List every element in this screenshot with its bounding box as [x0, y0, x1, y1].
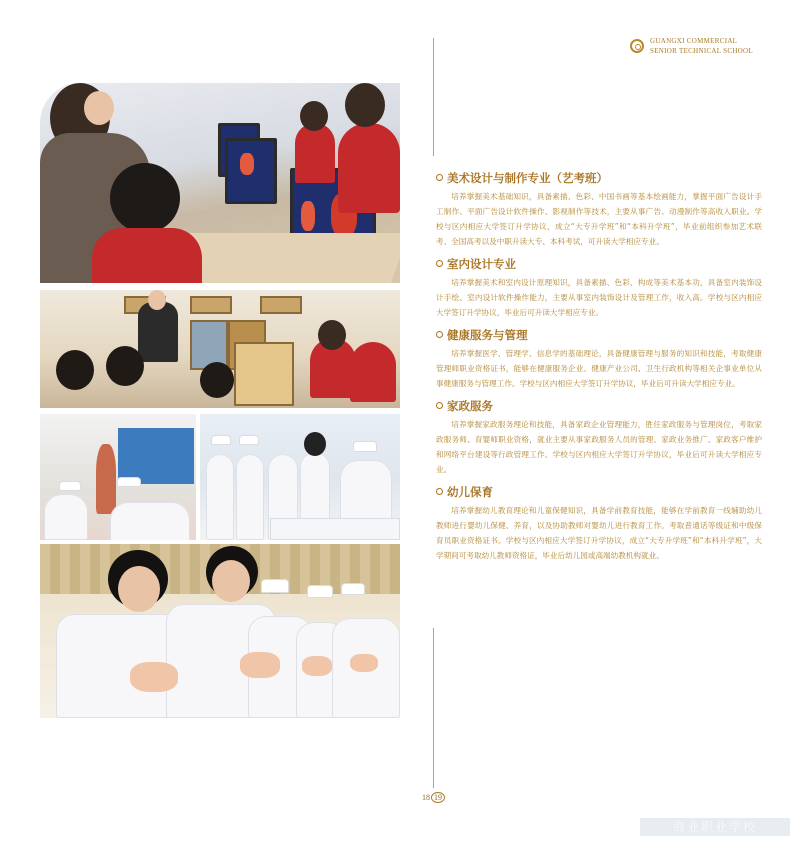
section-title: 健康服务与管理: [436, 327, 762, 343]
section-art-design: [436, 170, 762, 249]
photo-childcare-class: [40, 544, 400, 718]
section-title: 室内设计专业: [436, 256, 762, 272]
photo-health-room: [40, 414, 196, 540]
circle-bullet-icon: [436, 402, 443, 409]
section-body: 培养掌握美术基础知识，具备素描、色彩、中国书画等基本绘画能力，掌握平面广告设计手工制作、平面广告设计软件操作、影视制作等技术，主要从事广告、动漫制作等高收入职业。学校与区内相应大学签订升学协议，成立“大专升学班”和“本科升学班”，毕业前组织参加艺术联考、全国高考以及中职升读大专、本科考试，可升读大学相应专业。: [436, 192, 762, 246]
section-title: 美术设计与制作专业（艺考班）: [436, 170, 762, 186]
section-childcare: [436, 484, 762, 563]
page-number: [422, 792, 445, 803]
divider-line: [433, 628, 434, 788]
circle-bullet-icon: [436, 488, 443, 495]
section-body: 培养掌握家政服务理论和技能，具备家政企业管理能力，胜任家政服务与管理岗位，考取家政服务师、育婴师职业资格，就业主要从事家政服务人员的管理、家政业务推广、家政客户维护和网络平台建设等行政管理工作。学校与区内相应大学签订升学协议，毕业后可升读大学相应专业。: [436, 420, 762, 474]
section-housekeeping: [436, 398, 762, 477]
school-header: [630, 36, 780, 58]
page-number-right: 19: [431, 792, 445, 803]
section-body: 培养掌握美术和室内设计原理知识，具备素描、色彩、构成等美术基本功，具备室内装饰设计手绘、室内设计软件操作能力，主要从事室内装饰设计及管理工作，收入高。学校与区内相应大学签订升学协议，毕业后可升读大学相应专业。: [436, 278, 762, 317]
majors-text-column: [436, 170, 762, 570]
circle-bullet-icon: [436, 174, 443, 181]
photo-art-room: [40, 290, 400, 408]
section-health-service: [436, 327, 762, 391]
school-name: [650, 36, 753, 56]
school-name-line1: GUANGXI COMMERCIAL: [650, 37, 738, 45]
circle-bullet-icon: [436, 331, 443, 338]
circle-bullet-icon: [436, 260, 443, 267]
section-title: 幼儿保育: [436, 484, 762, 500]
monitor: [225, 138, 277, 204]
watermark: 商业职业学校: [640, 818, 790, 836]
section-body: 培养掌握医学、管理学、信息学的基础理论，具备健康管理与服务的知识和技能，考取健康管理师职业资格证书，能够在健康服务企业、健康产业公司、卫生行政机构等相关企事业单位从事健康服务与管理工作。学校与区内相应大学签订升学协议，毕业后可升读大学相应专业。: [436, 349, 762, 388]
photo-nursing-demo: [200, 414, 400, 540]
school-name-line2: SENIOR TECHNICAL SCHOOL: [650, 47, 753, 55]
school-logo-icon: [630, 39, 644, 53]
divider-line: [433, 38, 434, 156]
section-title: 家政服务: [436, 398, 762, 414]
section-interior-design: [436, 256, 762, 320]
page-number-left: 18: [422, 793, 430, 802]
photo-computer-lab: [40, 83, 400, 283]
section-body: 培养掌握幼儿教育理论和儿童保健知识，具备学前教育技能，能够在学前教育一线辅助幼儿教师进行婴幼儿保健、养育，以及协助教师对婴幼儿进行教育工作。考取普通话等级证和中级保育员职业资格证书。学校与区内相应大学签订升学协议，成立“大专升学班”和“本科升学班”，大学期间可考取幼儿教师资格证，毕业后幼儿园或高端幼教机构就业。: [436, 506, 762, 560]
